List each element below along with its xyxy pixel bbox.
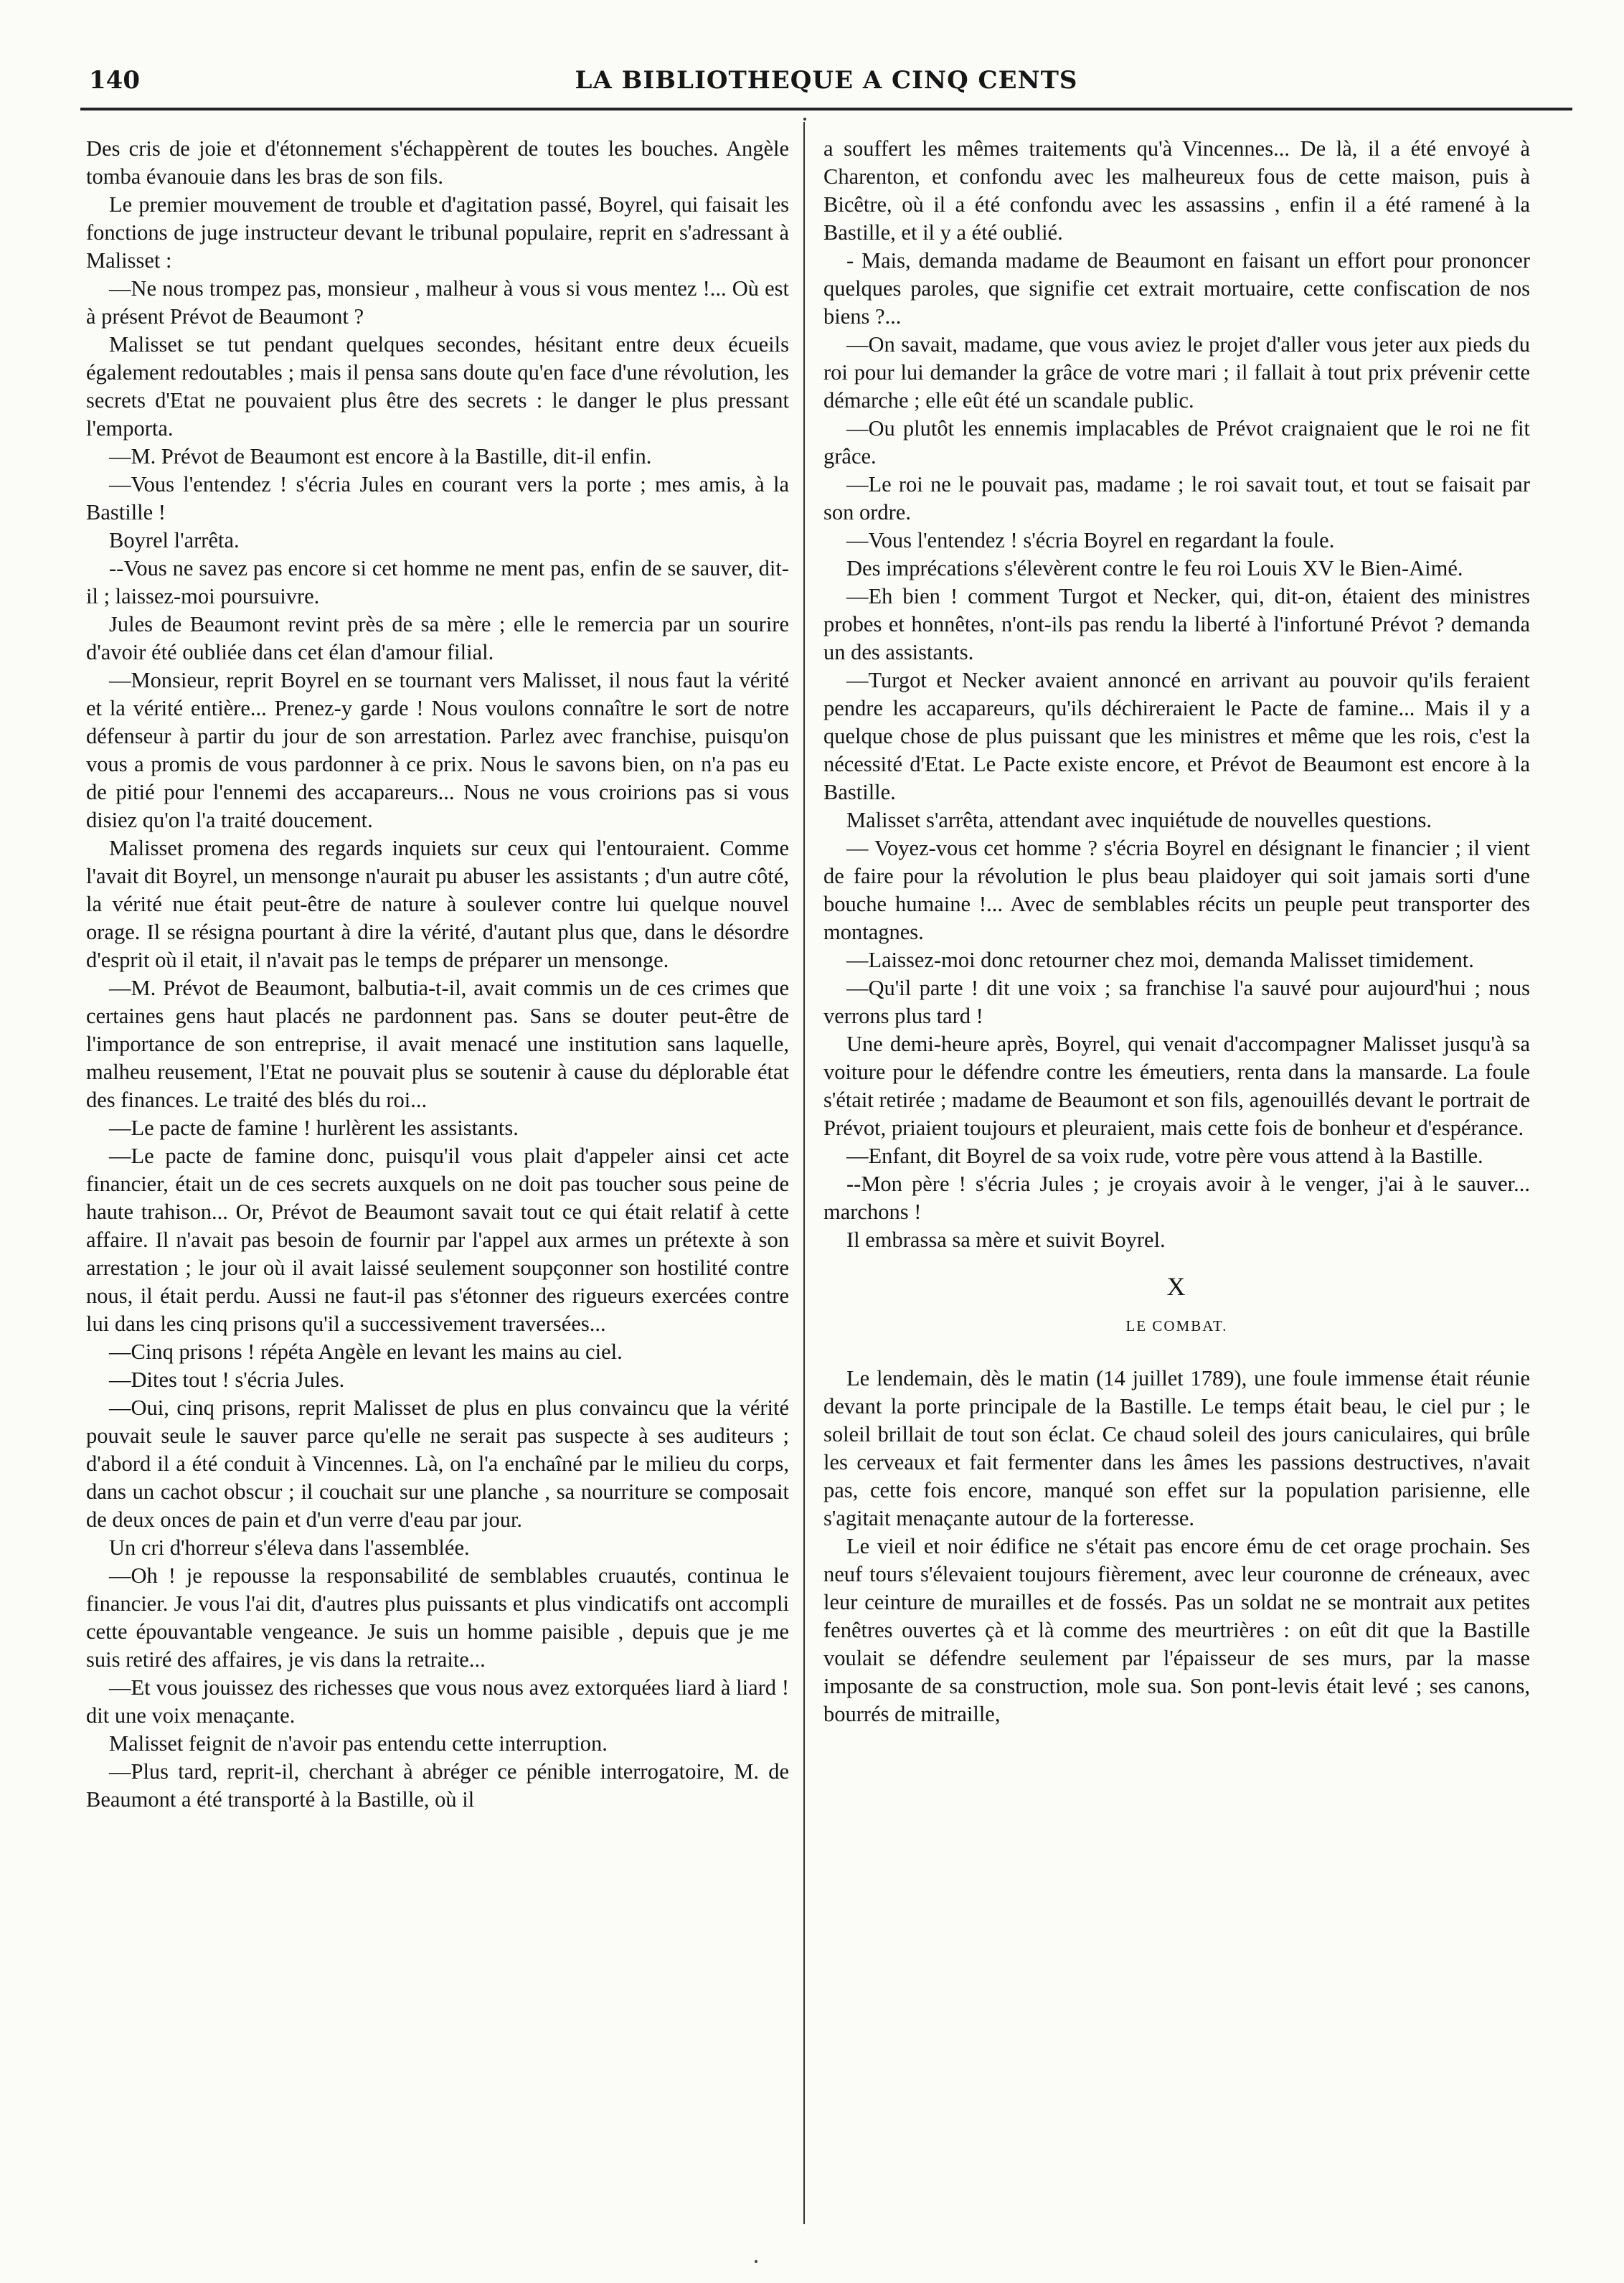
paragraph: —Et vous jouissez des richesses que vous nous avez extorquées liard à liard ! dit une voix menaçante. — [86, 1675, 789, 1728]
paragraph: — Voyez-vous cet homme ? s'écria Boyrel en désignant le financier ; il vient de faire pour la révolution le plus beau plaidoyer qui soit jamais sorti d'une bouche humaine !... Avec de semblables récits un peuple peut transporter des montagnes. — [823, 836, 1530, 944]
right-column — [823, 135, 1530, 2216]
paragraph: Le vieil et noir édifice ne s'était pas encore ému de cet orage prochain. Ses neuf tours s'élevaient toujours fièrement, avec leur couronne de créneaux, avec leur ceinture de murailles et de fossés. Pas un soldat ne se montrait aux petites fenêtres ouvertes çà et là comme des meurtrières : on eût dit que la Bastille voulait se défendre seulement par l'épaisseur de ses murs, par la masse imposante de sa construction, mole sua. Son pont-levis était levé ; ses canons, bourrés de mitraille, — [823, 1534, 1530, 1726]
paragraph: —Le roi ne le pouvait pas, madame ; le roi savait tout, et tout se faisait par son ordre. — [823, 472, 1530, 524]
paragraph: Des imprécations s'élevèrent contre le feu roi Louis XV le Bien-Aimé. — [846, 556, 1463, 580]
paragraph: —Ne nous trompez pas, monsieur , malheur à vous si vous mentez !... Où est à présent Prévot de Beaumont ? — [86, 276, 789, 329]
paragraph: Le premier mouvement de trouble et d'agitation passé, Boyrel, qui faisait les fonctions de juge instructeur devant le tribunal populaire, reprit en s'adressant à Malisset : — [86, 192, 789, 273]
paragraph: Boyrel l'arrêta. — [109, 528, 240, 552]
paragraph: Jules de Beaumont revint près de sa mère ; elle le remercia par un sourire d'avoir été oubliée dans cet élan d'amour filial. — [86, 612, 789, 664]
paragraph: —Plus tard, reprit-il, cherchant à abréger ce pénible interrogatoire, M. de Beaumont a été transporté à la Bastille, où il — [86, 1759, 789, 1812]
paragraph: —Vous l'entendez ! s'écria Boyrel en regardant la foule. — [846, 528, 1335, 552]
paragraph: —Eh bien ! comment Turgot et Necker, qui, dit-on, étaient des ministres probes et honnêtes, n'ont-ils pas rendu la liberté à l'infortuné Prévot ? demanda un des assistants. — [823, 584, 1530, 664]
paragraph: Une demi-heure après, Boyrel, qui venait d'accompagner Malisset jusqu'à sa voiture pour le défendre contre les émeutiers, renta dans la mansarde. La foule s'était retirée ; madame de Beaumont et son fils, agenouillés devant le portrait de Prévot, priaient toujours et pleuraient, mais cette fois de bonheur et d'espérance. — [823, 1032, 1530, 1140]
paragraph: —Ou plutôt les ennemis implacables de Prévot craignaient que le roi ne fit grâce. — [823, 416, 1530, 469]
paragraph: Il embrassa sa mère et suivit Boyrel. — [846, 1228, 1166, 1252]
paragraph: Un cri d'horreur s'éleva dans l'assemblée. — [109, 1535, 470, 1560]
paragraph: —Cinq prisons ! répéta Angèle en levant les mains au ciel. — [109, 1340, 623, 1364]
paragraph: —Enfant, dit Boyrel de sa voix rude, votre père vous attend à la Bastille. — [846, 1144, 1483, 1168]
chapter-number: X — [1166, 1272, 1187, 1301]
paragraph: —Turgot et Necker avaient annoncé en arrivant au pouvoir qu'ils feraient pendre les accapareurs, qu'ils déchireraient le Pacte de famine... Mais il y a quelque chose de plus puissant que les ministres et même que les rois, c'est la nécessité d'Etat. Le Pacte existe encore, et Prévot de Beaumont est encore à la Bastille. — [823, 668, 1530, 804]
divider-dot — [803, 118, 806, 121]
paragraph: —Laissez-moi donc retourner chez moi, demanda Malisset timidement. — [846, 948, 1474, 972]
paragraph: —Dites tout ! s'écria Jules. — [109, 1368, 345, 1392]
page-header — [80, 62, 1572, 102]
paragraph: —Oh ! je repousse la responsabilité de semblables cruautés, continua le financier. Je vous l'ai dit, d'autres plus puissants et plus vindicatifs ont accompli cette épouvantable vengeance. Je suis un homme paisible , depuis que je me suis retiré des affaires, je vis dans la retraite... — [86, 1563, 789, 1672]
paragraph: —Qu'il parte ! dit une voix ; sa franchise l'a sauvé pour aujourd'hui ; nous verrons plus tard ! — [823, 976, 1530, 1028]
paragraph: —Vous l'entendez ! s'écria Jules en courant vers la porte ; mes amis, à la Bastille ! — [86, 472, 789, 524]
running-title: LA BIBLIOTHEQUE A CINQ CENTS — [575, 66, 1078, 95]
paragraph: —Oui, cinq prisons, reprit Malisset de plus en plus convaincu que la vérité pouvait seule le sauver parce qu'elle ne serait pas suspecte à ses auditeurs ; d'abord il a été conduit à Vincennes. Là, on l'a enchaîné par le milieu du corps, dans un cachot obscur ; il couchait sur une planche , sa nourriture se composait de deux onces de pain et d'un verre d'eau par jour. — [86, 1395, 789, 1532]
paragraph: - Mais, demanda madame de Beaumont en faisant un effort pour prononcer quelques paroles, que signifie cet extrait mortuaire, cette confiscation de nos biens ?... — [823, 248, 1530, 329]
header-rule — [80, 108, 1572, 110]
paragraph: Malisset promena des regards inquiets sur ceux qui l'entouraient. Comme l'avait dit Boyrel, un mensonge n'aurait pu abuser les assistants ; d'un autre côté, la vérité nue était peut-être de nature à soulever contre lui quelque nouvel orage. Il se résigna pourtant à dire la vérité, d'autant plus que, dans le désordre d'esprit où il etait, il n'avait pas le temps de préparer un mensonge. — [86, 836, 789, 972]
paragraph: —M. Prévot de Beaumont, balbutia-t-il, avait commis un de ces crimes que certaines gens haut placés ne pardonnent pas. Sans se douter peut-être de l'importance de son entreprise, il avait menacé une institution sans laquelle, malheu reusement, l'Etat ne pouvait plus se soutenir à cause du déplorable état des finances. Le traité des blés du roi... — [86, 976, 789, 1112]
paragraph: --Vous ne savez pas encore si cet homme ne ment pas, enfin de se sauver, dit-il ; laissez-moi poursuivre. — [86, 556, 789, 608]
paragraph: Malisset feignit de n'avoir pas entendu cette interruption. — [109, 1731, 608, 1756]
left-column — [86, 135, 789, 2216]
paragraph: Le lendemain, dès le matin (14 juillet 1789), une foule immense était réunie devant la porte principale de la Bastille. Le temps était beau, le ciel pur ; le soleil brillait de tout son éclat. Ce chaud soleil des jours caniculaires, qui brûle les cerveaux et fait fermenter dans les âmes les passions destructives, n'avait pas, cette fois encore, manqué son effet sur la population parisienne, elle s'agitait menaçante autour de la forteresse. — [823, 1366, 1530, 1530]
column-divider — [803, 122, 805, 2224]
page-number: 140 — [89, 66, 140, 95]
paragraph: —On savait, madame, que vous aviez le projet d'aller vous jeter aux pieds du roi pour lui demander la grâce de votre mari ; il fallait à tout prix prévenir cette démarche ; elle eût été un scandale public. — [823, 332, 1530, 413]
paragraph: —M. Prévot de Beaumont est encore à la Bastille, dit-il enfin. — [109, 444, 652, 469]
footer-mark — [755, 2260, 757, 2263]
paragraph: Malisset se tut pendant quelques secondes, hésitant entre deux écueils également redoutables ; mais il pensa sans doute qu'en face d'une révolution, les secrets d'Etat ne pouvaient plus être des secrets : le danger le plus pressant l'emporta. — [86, 332, 789, 441]
paragraph: --Mon père ! s'écria Jules ; je croyais avoir à le venger, j'ai à le sauver... marchons ! — [823, 1172, 1530, 1224]
paragraph: a souffert les mêmes traitements qu'à Vincennes... De là, il a été envoyé à Charenton, et confondu avec les malheureux fous de cette maison, puis à Bicêtre, où il a été confondu avec les assassins , enfin il a été ramené à la Bastille, et il y a été oublié. — [823, 136, 1530, 245]
paragraph: —Le pacte de famine donc, puisqu'il vous plait d'appeler ainsi cet acte financier, était un de ces secrets auxquels on ne doit pas toucher sous peine de haute trahison... Or, Prévot de Beaumont savait tout ce qui était relatif à cette affaire. Il n'avait pas besoin de fournir par l'appel aux armes un prétexte à son arrestation ; le jour où il avait laissé seulement soupçonner son hostilité contre nous, il était perdu. Aussi ne faut-il pas s'étonner des rigueurs exercées contre lui dans les cinq prisons qu'il a successivement traversées... — [86, 1144, 789, 1336]
paragraph: Des cris de joie et d'étonnement s'échappèrent de toutes les bouches. Angèle tomba évanouie dans les bras de son fils. — [86, 136, 789, 189]
paragraph: Malisset s'arrêta, attendant avec inquiétude de nouvelles questions. — [846, 808, 1432, 832]
chapter-title: LE COMBAT. — [1125, 1317, 1228, 1335]
paragraph: —Le pacte de famine ! hurlèrent les assistants. — [109, 1116, 519, 1140]
paragraph: —Monsieur, reprit Boyrel en se tournant vers Malisset, il nous faut la vérité et la vérité entière... Prenez-y garde ! Nous voulons connaître le sort de notre défenseur à partir du jour de son arrestation. Parlez avec franchise, puisqu'on vous a promis de vous pardonner à ce prix. Nous le savons bien, on n'a pas eu de pitié pour l'ennemi des accapareurs... Nous ne vous croirions pas si vous disiez qu'on l'a traité doucement. — [86, 668, 789, 832]
